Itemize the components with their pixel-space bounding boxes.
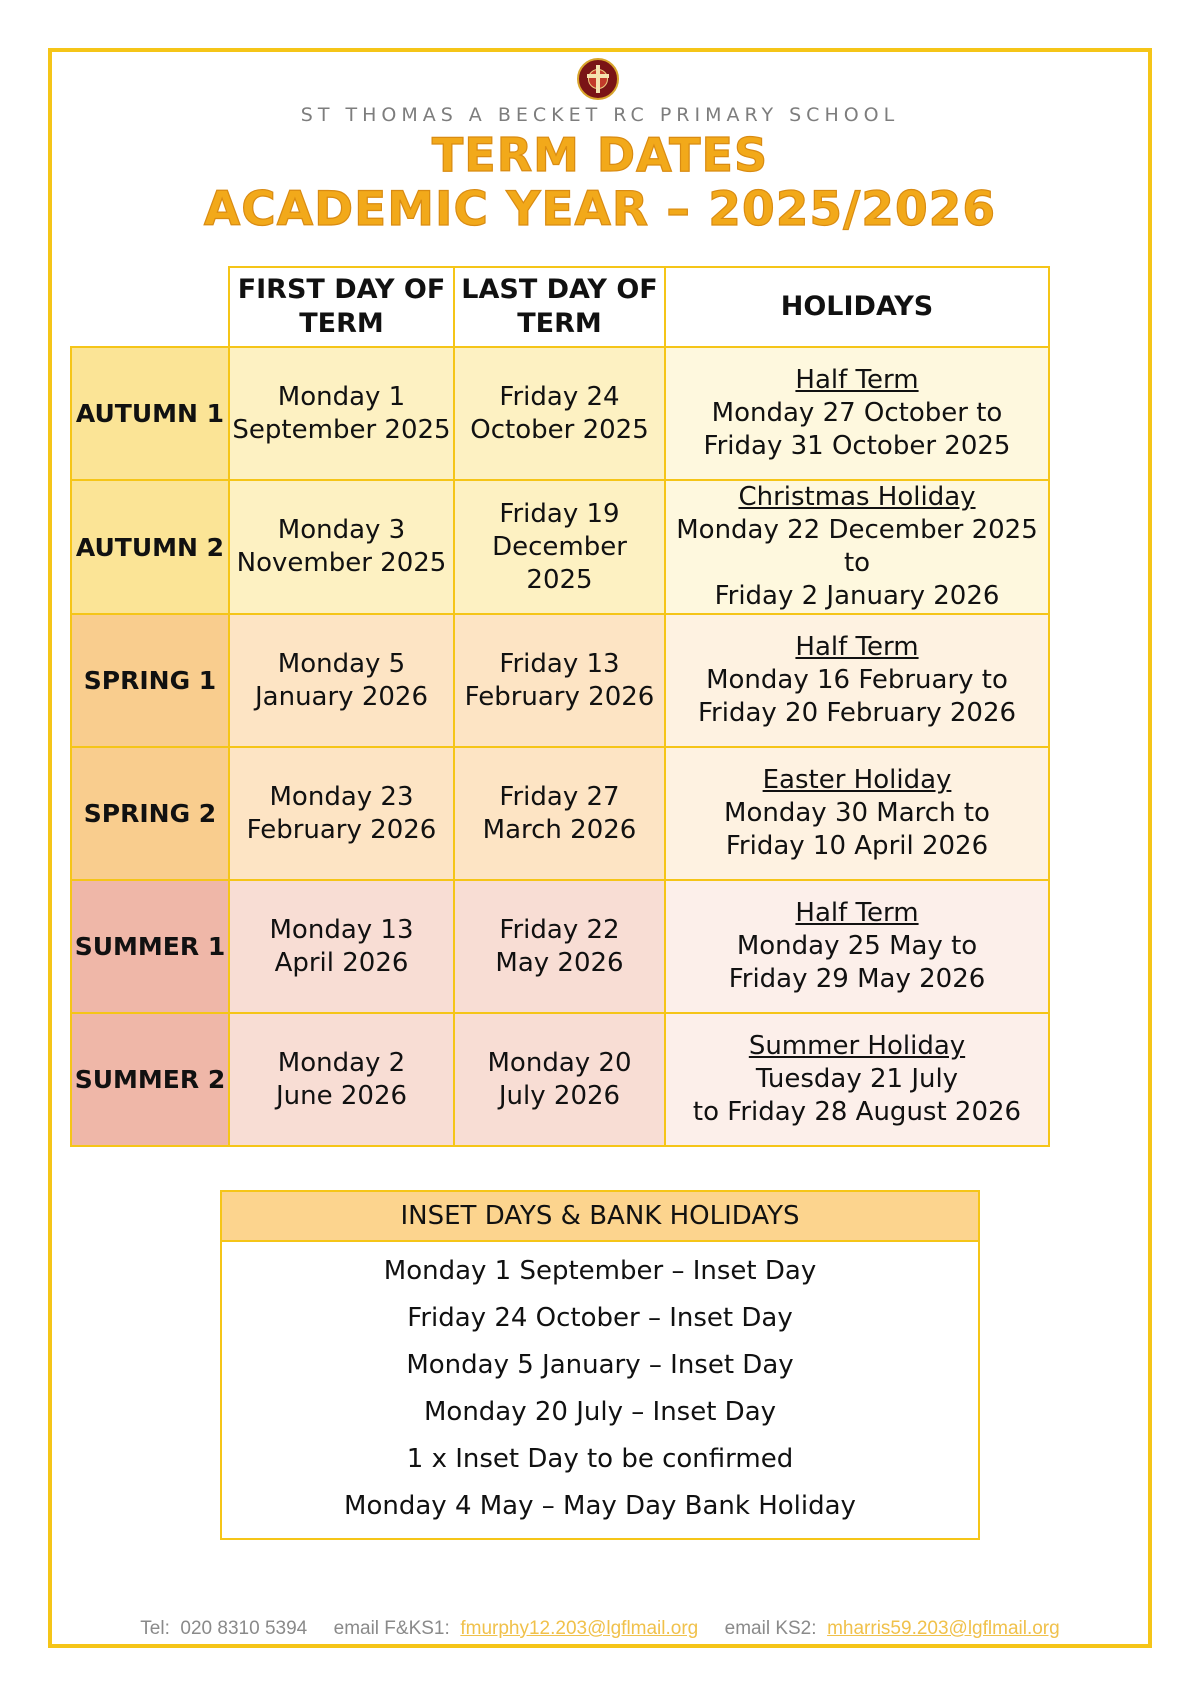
- term-dates-table: [70, 266, 1050, 1147]
- last-day-cell: Monday 20 July 2026: [454, 1013, 665, 1146]
- first-day-cell: Monday 5 January 2026: [229, 614, 454, 747]
- term-name: SPRING 1: [71, 614, 229, 747]
- last-day-cell: Friday 24 October 2025: [454, 347, 665, 480]
- tel-number: 020 8310 5394: [180, 1618, 308, 1639]
- holiday-cell: Christmas Holiday Monday 22 December 2025 to Friday 2 January 2026: [665, 480, 1049, 614]
- last-day-cell: Friday 27 March 2026: [454, 747, 665, 880]
- page-title: TERM DATES: [431, 128, 769, 182]
- term-name: SUMMER 1: [71, 880, 229, 1013]
- school-crest-logo: [577, 58, 619, 100]
- school-name: ST THOMAS A BECKET RC PRIMARY SCHOOL: [300, 104, 900, 126]
- holiday-cell: Half Term Monday 27 October to Friday 31 October 2025: [665, 347, 1049, 480]
- inset-days-title: INSET DAYS & BANK HOLIDAYS: [222, 1192, 978, 1242]
- holiday-cell: Summer Holiday Tuesday 21 July to Friday 28 August 2026: [665, 1013, 1049, 1146]
- term-name: AUTUMN 2: [71, 480, 229, 614]
- table-header-row: [71, 267, 1049, 347]
- last-day-cell: Friday 19 December 2025: [454, 480, 665, 614]
- list-item: Monday 20 July – Inset Day: [423, 1397, 777, 1427]
- last-day-cell: Friday 13 February 2026: [454, 614, 665, 747]
- table-row: [71, 614, 1049, 747]
- list-item: Monday 4 May – May Day Bank Holiday: [344, 1491, 856, 1521]
- holiday-cell: Half Term Monday 16 February to Friday 20 February 2026: [665, 614, 1049, 747]
- page-subtitle: ACADEMIC YEAR – 2025/2026: [203, 182, 997, 237]
- table-row: [71, 347, 1049, 480]
- list-item: Friday 24 October – Inset Day: [407, 1303, 793, 1333]
- holiday-cell: Easter Holiday Monday 30 March to Friday 10 April 2026: [665, 747, 1049, 880]
- first-day-cell: Monday 23 February 2026: [229, 747, 454, 880]
- column-header-last-day: LAST DAY OF TERM: [454, 267, 665, 347]
- email1-label: email F&KS1:: [333, 1618, 450, 1639]
- email2-label: email KS2:: [724, 1618, 817, 1639]
- table-row: [71, 480, 1049, 614]
- holiday-cell: Half Term Monday 25 May to Friday 29 May 2026: [665, 880, 1049, 1013]
- tel-label: Tel:: [140, 1618, 170, 1639]
- email2-link[interactable]: mharris59.203@lgflmail.org: [827, 1618, 1060, 1639]
- term-name: SUMMER 2: [71, 1013, 229, 1146]
- first-day-cell: Monday 13 April 2026: [229, 880, 454, 1013]
- first-day-cell: Monday 2 June 2026: [229, 1013, 454, 1146]
- inset-days-list: [222, 1242, 978, 1538]
- table-row: [71, 1013, 1049, 1146]
- email1-link[interactable]: fmurphy12.203@lgflmail.org: [460, 1618, 699, 1639]
- first-day-cell: Monday 3 November 2025: [229, 480, 454, 614]
- table-row: [71, 747, 1049, 880]
- column-header-holidays: HOLIDAYS: [665, 267, 1049, 347]
- last-day-cell: Friday 22 May 2026: [454, 880, 665, 1013]
- list-item: Monday 5 January – Inset Day: [406, 1350, 794, 1380]
- first-day-cell: Monday 1 September 2025: [229, 347, 454, 480]
- term-name: AUTUMN 1: [71, 347, 229, 480]
- column-header-first-day: FIRST DAY OF TERM: [229, 267, 454, 347]
- term-name: SPRING 2: [71, 747, 229, 880]
- table-row: [71, 880, 1049, 1013]
- contact-footer: [0, 1618, 1200, 1640]
- list-item: Monday 1 September – Inset Day: [383, 1256, 817, 1286]
- list-item: 1 x Inset Day to be confirmed: [406, 1444, 794, 1474]
- inset-days-box: [220, 1190, 980, 1540]
